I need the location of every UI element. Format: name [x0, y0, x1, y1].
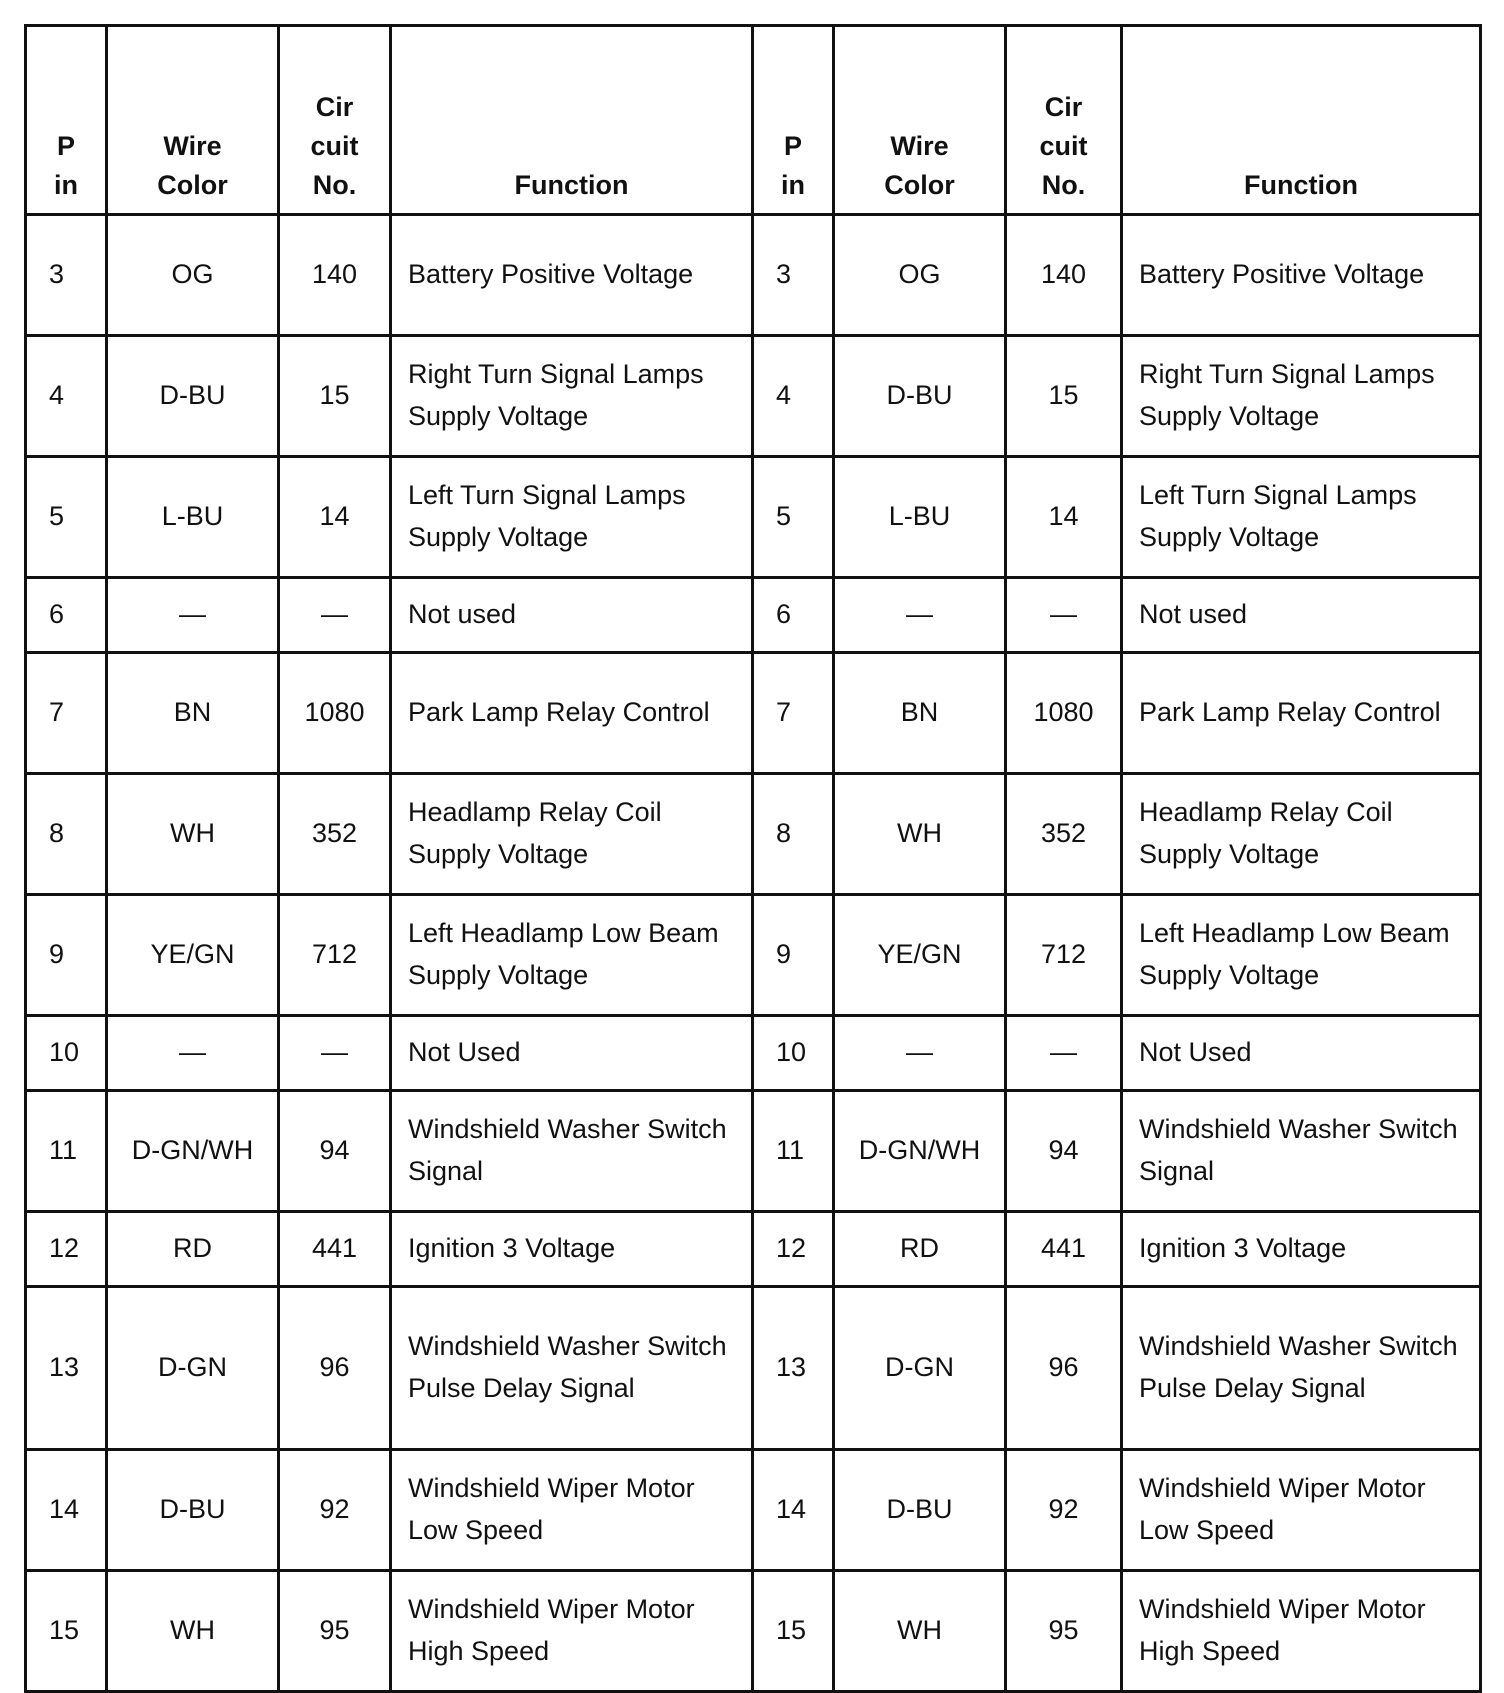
function-cell-right: Windshield Washer Switch Pulse Delay Signal	[1122, 1287, 1481, 1450]
circuit-number-cell-left: —	[279, 578, 391, 653]
wire-color-cell-right: D-BU	[834, 336, 1006, 457]
wire-color-cell-left: D-BU	[107, 336, 279, 457]
wire-color-cell-left: OG	[107, 215, 279, 336]
wire-color-cell-right: —	[834, 578, 1006, 653]
circuit-number-cell-left: 1080	[279, 653, 391, 774]
pin-cell-right: 6	[753, 578, 834, 653]
pin-cell-right: 3	[753, 215, 834, 336]
pin-cell-left: 8	[26, 774, 107, 895]
table-row	[26, 1016, 1481, 1091]
table-row	[26, 1287, 1481, 1450]
header-wire-color-left: Wire Color	[107, 26, 279, 215]
pin-cell-right: 11	[753, 1091, 834, 1212]
wire-color-cell-left: D-GN/WH	[107, 1091, 279, 1212]
pin-cell-left: 14	[26, 1450, 107, 1571]
circuit-number-cell-left: 15	[279, 336, 391, 457]
circuit-number-cell-left: 14	[279, 457, 391, 578]
header-pin-right: P in	[753, 26, 834, 215]
table-row	[26, 457, 1481, 578]
table-row	[26, 1450, 1481, 1571]
wire-color-cell-right: D-GN	[834, 1287, 1006, 1450]
circuit-number-cell-left: 94	[279, 1091, 391, 1212]
pin-cell-right: 5	[753, 457, 834, 578]
circuit-number-cell-left: 712	[279, 895, 391, 1016]
pin-cell-left: 4	[26, 336, 107, 457]
header-function-left: Function	[391, 26, 753, 215]
function-cell-right: Ignition 3 Voltage	[1122, 1212, 1481, 1287]
circuit-number-cell-right: 352	[1006, 774, 1122, 895]
pin-cell-left: 15	[26, 1571, 107, 1692]
function-cell-left: Right Turn Signal Lamps Supply Voltage	[391, 336, 753, 457]
wire-color-cell-right: L-BU	[834, 457, 1006, 578]
circuit-number-cell-left: 352	[279, 774, 391, 895]
wire-color-cell-right: OG	[834, 215, 1006, 336]
table-row	[26, 774, 1481, 895]
wire-color-cell-left: L-BU	[107, 457, 279, 578]
wire-color-cell-left: D-BU	[107, 1450, 279, 1571]
pin-cell-right: 7	[753, 653, 834, 774]
pin-cell-right: 15	[753, 1571, 834, 1692]
circuit-number-cell-left: 95	[279, 1571, 391, 1692]
function-cell-left: Windshield Wiper Motor High Speed	[391, 1571, 753, 1692]
wire-color-cell-right: BN	[834, 653, 1006, 774]
function-cell-right: Park Lamp Relay Control	[1122, 653, 1481, 774]
wire-color-cell-right: WH	[834, 1571, 1006, 1692]
header-row	[26, 26, 1481, 215]
pin-rows	[26, 215, 1481, 1692]
pin-cell-right: 10	[753, 1016, 834, 1091]
function-cell-right: Not Used	[1122, 1016, 1481, 1091]
table-row	[26, 215, 1481, 336]
wire-color-cell-right: —	[834, 1016, 1006, 1091]
header-circuit-no-right: Cir cuit No.	[1006, 26, 1122, 215]
pin-cell-left: 9	[26, 895, 107, 1016]
table-row	[26, 1091, 1481, 1212]
wire-color-cell-left: WH	[107, 774, 279, 895]
wire-color-cell-left: —	[107, 578, 279, 653]
pin-cell-right: 14	[753, 1450, 834, 1571]
pin-cell-left: 13	[26, 1287, 107, 1450]
wire-color-cell-right: RD	[834, 1212, 1006, 1287]
circuit-number-cell-right: 96	[1006, 1287, 1122, 1450]
wire-color-cell-left: YE/GN	[107, 895, 279, 1016]
pin-cell-right: 12	[753, 1212, 834, 1287]
wire-color-cell-right: D-GN/WH	[834, 1091, 1006, 1212]
pin-cell-right: 4	[753, 336, 834, 457]
function-cell-left: Windshield Washer Switch Pulse Delay Signal	[391, 1287, 753, 1450]
circuit-number-cell-right: 92	[1006, 1450, 1122, 1571]
wire-color-cell-right: D-BU	[834, 1450, 1006, 1571]
pin-cell-left: 7	[26, 653, 107, 774]
table-row	[26, 336, 1481, 457]
wire-color-cell-left: D-GN	[107, 1287, 279, 1450]
wire-color-cell-left: BN	[107, 653, 279, 774]
function-cell-left: Battery Positive Voltage	[391, 215, 753, 336]
wire-color-cell-left: WH	[107, 1571, 279, 1692]
circuit-number-cell-left: 96	[279, 1287, 391, 1450]
function-cell-left: Left Turn Signal Lamps Supply Voltage	[391, 457, 753, 578]
circuit-number-cell-right: 15	[1006, 336, 1122, 457]
circuit-number-cell-right: 94	[1006, 1091, 1122, 1212]
function-cell-left: Windshield Wiper Motor Low Speed	[391, 1450, 753, 1571]
function-cell-right: Not used	[1122, 578, 1481, 653]
function-cell-right: Right Turn Signal Lamps Supply Voltage	[1122, 336, 1481, 457]
header-circuit-no-left: Cir cuit No.	[279, 26, 391, 215]
wire-color-cell-left: —	[107, 1016, 279, 1091]
pin-cell-left: 12	[26, 1212, 107, 1287]
circuit-number-cell-right: 95	[1006, 1571, 1122, 1692]
wire-color-cell-right: YE/GN	[834, 895, 1006, 1016]
circuit-number-cell-left: 140	[279, 215, 391, 336]
table-row	[26, 1571, 1481, 1692]
function-cell-left: Windshield Washer Switch Signal	[391, 1091, 753, 1212]
connector-pinout-table	[24, 24, 1482, 1693]
function-cell-right: Windshield Washer Switch Signal	[1122, 1091, 1481, 1212]
function-cell-right: Windshield Wiper Motor High Speed	[1122, 1571, 1481, 1692]
table-row	[26, 653, 1481, 774]
function-cell-left: Headlamp Relay Coil Supply Voltage	[391, 774, 753, 895]
pin-cell-left: 6	[26, 578, 107, 653]
circuit-number-cell-right: —	[1006, 578, 1122, 653]
pin-cell-left: 11	[26, 1091, 107, 1212]
circuit-number-cell-right: 140	[1006, 215, 1122, 336]
pin-cell-left: 3	[26, 215, 107, 336]
circuit-number-cell-right: —	[1006, 1016, 1122, 1091]
circuit-number-cell-right: 712	[1006, 895, 1122, 1016]
table-row	[26, 895, 1481, 1016]
circuit-number-cell-left: 92	[279, 1450, 391, 1571]
function-cell-left: Not Used	[391, 1016, 753, 1091]
circuit-number-cell-right: 441	[1006, 1212, 1122, 1287]
pin-cell-right: 13	[753, 1287, 834, 1450]
function-cell-left: Park Lamp Relay Control	[391, 653, 753, 774]
pin-cell-left: 5	[26, 457, 107, 578]
header-wire-color-right: Wire Color	[834, 26, 1006, 215]
function-cell-right: Left Turn Signal Lamps Supply Voltage	[1122, 457, 1481, 578]
wire-color-cell-left: RD	[107, 1212, 279, 1287]
circuit-number-cell-right: 14	[1006, 457, 1122, 578]
pin-cell-right: 8	[753, 774, 834, 895]
circuit-number-cell-left: —	[279, 1016, 391, 1091]
function-cell-right: Battery Positive Voltage	[1122, 215, 1481, 336]
function-cell-right: Headlamp Relay Coil Supply Voltage	[1122, 774, 1481, 895]
connector-pinout-sheet	[24, 24, 1479, 1693]
function-cell-left: Not used	[391, 578, 753, 653]
table-row	[26, 578, 1481, 653]
function-cell-right: Left Headlamp Low Beam Supply Voltage	[1122, 895, 1481, 1016]
function-cell-left: Left Headlamp Low Beam Supply Voltage	[391, 895, 753, 1016]
wire-color-cell-right: WH	[834, 774, 1006, 895]
table-row	[26, 1212, 1481, 1287]
pin-cell-right: 9	[753, 895, 834, 1016]
header-pin-left: P in	[26, 26, 107, 215]
pin-cell-left: 10	[26, 1016, 107, 1091]
circuit-number-cell-left: 441	[279, 1212, 391, 1287]
circuit-number-cell-right: 1080	[1006, 653, 1122, 774]
function-cell-right: Windshield Wiper Motor Low Speed	[1122, 1450, 1481, 1571]
header-function-right: Function	[1122, 26, 1481, 215]
function-cell-left: Ignition 3 Voltage	[391, 1212, 753, 1287]
